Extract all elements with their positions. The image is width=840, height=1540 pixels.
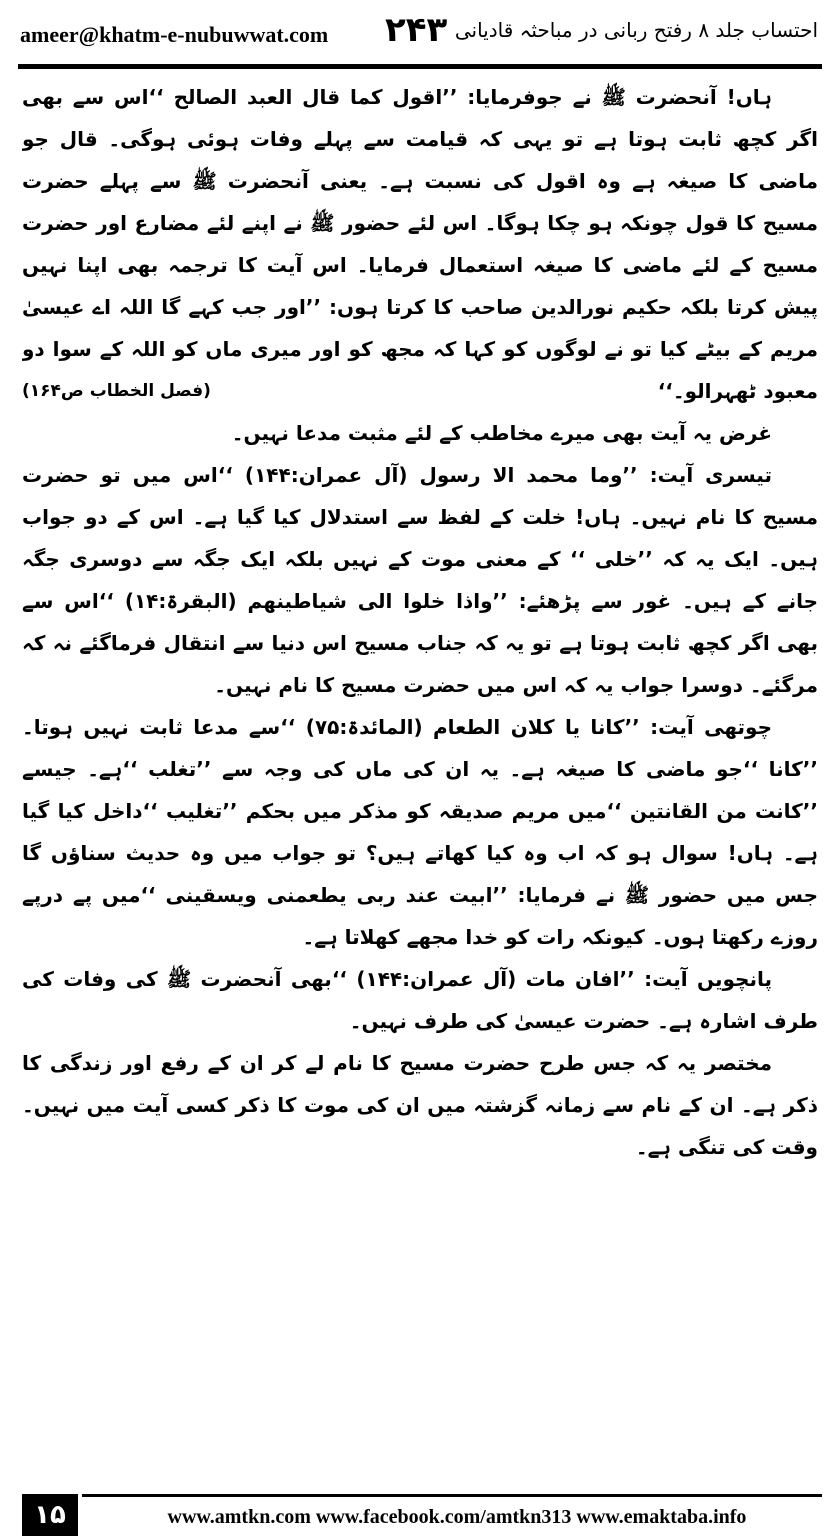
reference-text: (فصل الخطاب ص۱۶۴): [22, 381, 211, 401]
paragraph-2: غرض یہ آیت بھی میرے مخاطب کے لئے مثبت مدعا نہیں۔: [231, 421, 772, 445]
header-divider: [18, 64, 822, 69]
header-page-number: ۲۴۳: [385, 10, 448, 50]
paragraph-6: مختصر یہ کہ جس طرح حضرت مسیح کا نام لے کر ان کے رفع اور زندگی کا ذکر ہے۔ ان کے نام سے زمانہ گزشتہ میں ان کی موت کا ذکر کسی آیت میں نہیں۔ وقت کی تنگی ہے۔: [22, 1051, 818, 1159]
header-book-title: احتساب جلد ۸ رفتح ربانی در مباحثہ قادیانی: [454, 18, 818, 42]
footer-page-number: ۱۵: [22, 1494, 78, 1536]
paragraph-1: ہاں! آنحضرت ﷺ نے جوفرمایا: ’’اقول کما قال العبد الصالح ‘‘اس سے بھی اگر کچھ ثابت ہوتا ہے تو یہی کہ قیامت سے پہلے وفات ہوئی ہوگی۔ قال جو ماضی کا صیغہ ہے وہ اقول کی نسبت ہے۔ یعنی آنحضرت ﷺ سے پہلے حضرت مسیح کا قول چونکہ ہو چکا ہوگا۔ اس لئے حضور ﷺ نے اپنے لئے مضارع اور حضرت مسیح کے لئے ماضی کا صیغہ استعمال فرمایا۔ اس آیت کا ترجمہ بھی اپنا نہیں پیش کرتا بلکہ حکیم نورالدین صاحب کا کرتا ہوں: ’’اور جب کہے گا اللہ اے عیسیٰ مریم کے بیٹے کیا تو نے لوگوں کو کہا کہ مجھ کو اور میری ماں کو اللہ کے سوا دو معبود ٹھہرالو۔‘‘: [22, 85, 818, 403]
footer-divider: [82, 1494, 822, 1497]
page-footer: [0, 1494, 840, 1540]
page-header: [0, 0, 840, 70]
page-body: [22, 76, 818, 1486]
paragraph-5: پانچویں آیت: ’’افان مات (آل عمران:۱۴۴) ‘‘بھی آنحضرت ﷺ کی وفات کی طرف اشارہ ہے۔ حضرت عیسیٰ کی طرف نہیں۔: [22, 967, 818, 1033]
paragraph-3: تیسری آیت: ’’وما محمد الا رسول (آل عمران:۱۴۴) ‘‘اس میں تو حضرت مسیح کا نام نہیں۔ ہاں! خلت کے لفظ سے استدلال کیا گیا ہے۔ اس کے دو جواب ہیں۔ ایک یہ کہ ’’خلی ‘‘ کے معنی موت کے نہیں بلکہ ایک جگہ سے دوسری جگہ جانے کے ہیں۔ غور سے پڑھئے: ’’واذا خلوا الی شیاطینھم (البقرۃ:۱۴) ‘‘اس سے بھی اگر کچھ ثابت ہوتا ہے تو یہ کہ جناب مسیح اس دنیا سے انتقال فرماگئے نہ کہ مرگئے۔ دوسرا جواب یہ کہ اس میں حضرت مسیح کا نام نہیں۔: [22, 463, 818, 697]
header-email: ameer@khatm-e-nubuwwat.com: [20, 22, 329, 47]
paragraph-4: چوتھی آیت: ’’کانا یا کلان الطعام (المائدۃ:۷۵) ‘‘سے مدعا ثابت نہیں ہوتا۔ ’’کانا ‘‘جو ماضی کا صیغہ ہے۔ یہ ان کی ماں کی وجہ سے ’’تغلب ‘‘ہے۔ جیسے ’’کانت من القانتین ‘‘میں مریم صدیقہ کو مذکر میں بحکم ’’تغلیب ‘‘داخل کیا گیا ہے۔ ہاں! سوال ہو کہ اب وہ کیا کھاتے ہیں؟ تو جواب میں وہ حدیث سناؤں گا جس میں حضور ﷺ نے فرمایا: ’’ابیت عند ربی یطعمنی ویسقینی ‘‘میں پے درپے روزے رکھتا ہوں۔ کیونکہ رات کو خدا مجھے کھلاتا ہے۔: [22, 715, 818, 949]
footer-links: www.amtkn.com www.facebook.com/amtkn313 www.emaktaba.info: [167, 1506, 747, 1528]
